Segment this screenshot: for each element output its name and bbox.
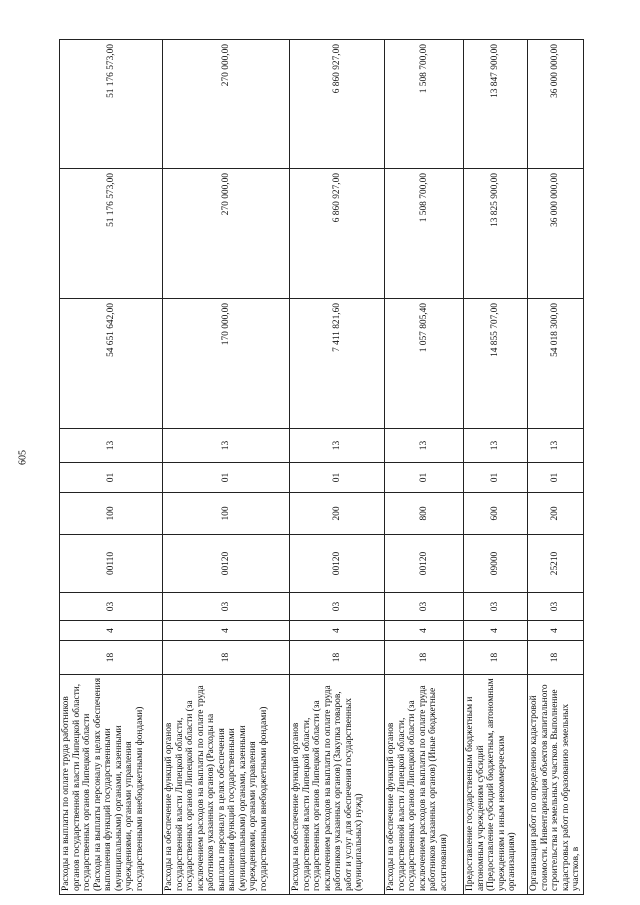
amount-year1-cell: 54 651 642,00 [60, 299, 163, 429]
direction-code-cell: 25210 [528, 535, 584, 593]
admin-code-cell: 18 [385, 641, 464, 675]
amount-year2-cell: 51 176 573,00 [60, 169, 163, 299]
admin-code-cell: 18 [528, 641, 584, 675]
section-cell: 01 [290, 463, 385, 493]
row-description: Организация работ по определению кадастровой стоимости. Инвентаризация объектов капитального строительства и земельных участков. Выполнение кадастровых работ по образованию земельных участков, в [528, 675, 584, 895]
program-code-cell: 03 [290, 593, 385, 621]
subsection-cell: 13 [528, 429, 584, 463]
type-code-cell: 4 [464, 621, 528, 641]
row-description: Расходы на обеспечение функций органов государственной власти Липецкой области, государственных органов Липецкой области (за исключением расходов на выплаты по оплате труда работников указанных органов) (Иные бюджетные ассигнования) [385, 675, 464, 895]
amount-year3-cell: 1 508 700,00 [385, 40, 464, 169]
expense-type-cell: 100 [163, 493, 290, 535]
type-code-cell: 4 [163, 621, 290, 641]
table-body [60, 40, 584, 895]
section-cell: 01 [528, 463, 584, 493]
amount-year2-cell: 13 825 900,00 [464, 169, 528, 299]
table-row [385, 40, 464, 895]
amount-year1-cell: 14 855 707,00 [464, 299, 528, 429]
row-description: Расходы на выплаты по оплате труда работников органов государственной власти Липецкой области, государственных органов Липецкой области (Расходы на выплаты персоналу в целях обеспечения выполнения функций государственными (муниципальными) органами, казенными учреждениями, органами управления государственными внебюджетными фондами) [60, 675, 163, 895]
subsection-cell: 13 [290, 429, 385, 463]
section-cell: 01 [464, 463, 528, 493]
admin-code-cell: 18 [163, 641, 290, 675]
admin-code-cell: 18 [60, 641, 163, 675]
section-cell: 01 [163, 463, 290, 493]
expense-type-cell: 600 [464, 493, 528, 535]
amount-year1-cell: 1 057 805,40 [385, 299, 464, 429]
rotated-table-container [59, 40, 582, 895]
subsection-cell: 13 [385, 429, 464, 463]
amount-year3-cell: 51 176 573,00 [60, 40, 163, 169]
amount-year2-cell: 270 000,00 [163, 169, 290, 299]
table-row [464, 40, 528, 895]
program-code-cell: 03 [60, 593, 163, 621]
expense-type-cell: 200 [528, 493, 584, 535]
subsection-cell: 13 [464, 429, 528, 463]
page-number: 605 [17, 450, 29, 465]
section-cell: 01 [385, 463, 464, 493]
amount-year1-cell: 54 018 300,00 [528, 299, 584, 429]
budget-table [59, 39, 584, 895]
expense-type-cell: 800 [385, 493, 464, 535]
amount-year2-cell: 6 860 927,00 [290, 169, 385, 299]
direction-code-cell: 00120 [385, 535, 464, 593]
amount-year2-cell: 1 508 700,00 [385, 169, 464, 299]
amount-year3-cell: 270 000,00 [163, 40, 290, 169]
amount-year3-cell: 13 847 900,00 [464, 40, 528, 169]
type-code-cell: 4 [385, 621, 464, 641]
table-row [290, 40, 385, 895]
program-code-cell: 03 [163, 593, 290, 621]
admin-code-cell: 18 [290, 641, 385, 675]
direction-code-cell: 00120 [290, 535, 385, 593]
table-row [163, 40, 290, 895]
section-cell: 01 [60, 463, 163, 493]
amount-year3-cell: 36 000 000,00 [528, 40, 584, 169]
program-code-cell: 03 [385, 593, 464, 621]
subsection-cell: 13 [60, 429, 163, 463]
row-description: Расходы на обеспечение функций органов государственной власти Липецкой области, государственных органов Липецкой области (за исключением расходов на выплаты по оплате труда работников указанных органов) (Закупка товаров, работ и услуг для обеспечения государственных (муниципальных) нужд) [290, 675, 385, 895]
program-code-cell: 03 [464, 593, 528, 621]
program-code-cell: 03 [528, 593, 584, 621]
amount-year2-cell: 36 000 000,00 [528, 169, 584, 299]
row-description: Расходы на обеспечение функций органов государственной власти Липецкой области, государственных органов Липецкой области (за исключением расходов на выплаты по оплате труда работников указанных органов) (Расходы на выплаты персоналу в целях обеспечения выполнения функций государственными (муниципальными) органами, казенными учреждениями, органами управления государственными внебюджетными фондами) [163, 675, 290, 895]
amount-year3-cell: 6 860 927,00 [290, 40, 385, 169]
subsection-cell: 13 [163, 429, 290, 463]
admin-code-cell: 18 [464, 641, 528, 675]
amount-year1-cell: 170 000,00 [163, 299, 290, 429]
expense-type-cell: 200 [290, 493, 385, 535]
direction-code-cell: 09000 [464, 535, 528, 593]
row-description: Предоставление государственным бюджетным и автономным учреждениям субсидий (Предоставление субсидий бюджетным, автономным учреждениям и иным некоммерческим организациям) [464, 675, 528, 895]
table-row [60, 40, 163, 895]
table-row [528, 40, 584, 895]
direction-code-cell: 00110 [60, 535, 163, 593]
type-code-cell: 4 [528, 621, 584, 641]
type-code-cell: 4 [290, 621, 385, 641]
type-code-cell: 4 [60, 621, 163, 641]
direction-code-cell: 00120 [163, 535, 290, 593]
amount-year1-cell: 7 411 821,60 [290, 299, 385, 429]
expense-type-cell: 100 [60, 493, 163, 535]
